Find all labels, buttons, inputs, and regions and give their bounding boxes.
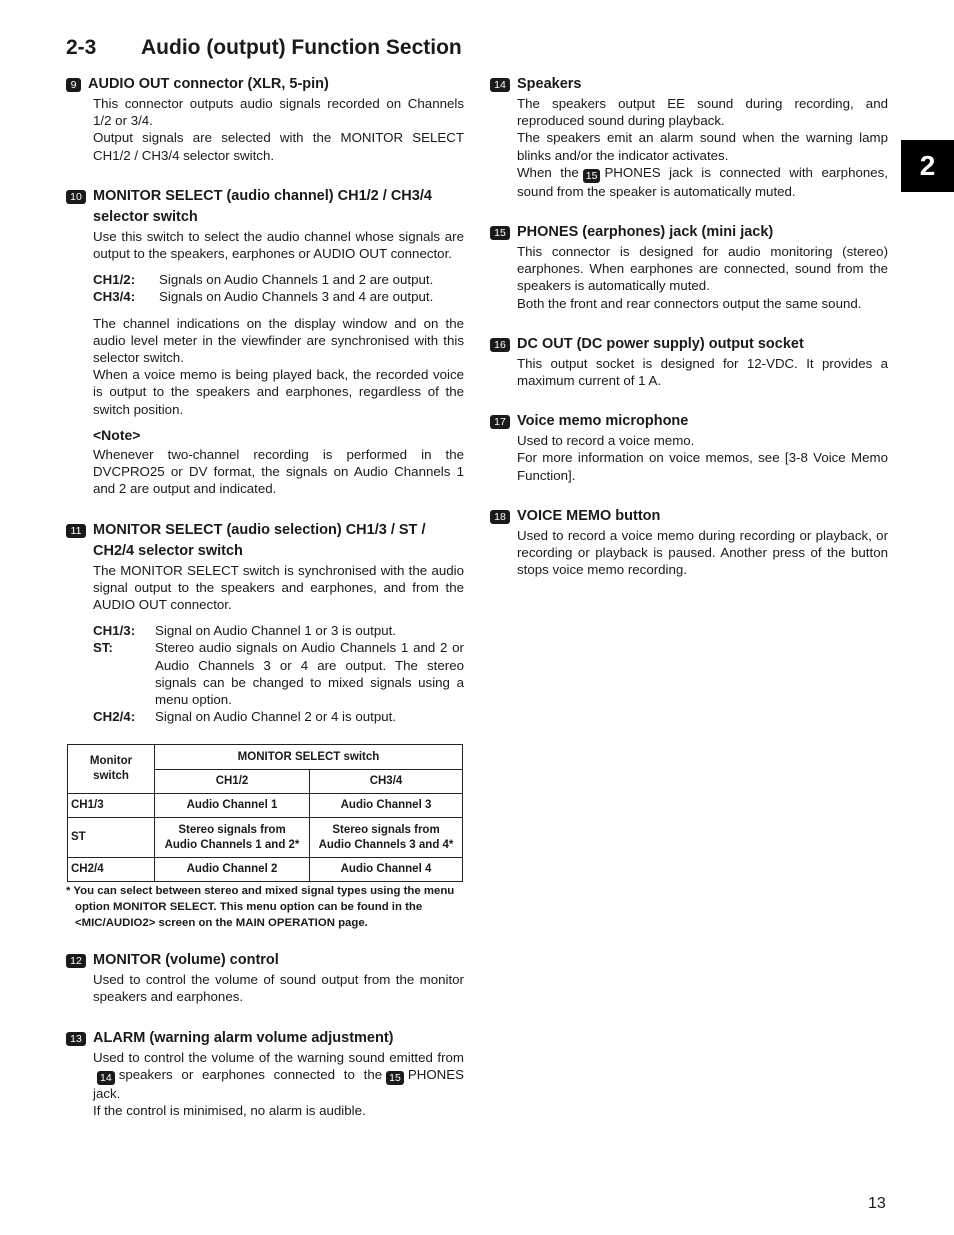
item-10-monitor-select-channel	[66, 186, 464, 498]
definition-row	[93, 708, 464, 725]
paragraph: If the control is minimised, no alarm is audible.	[93, 1103, 366, 1119]
item-heading	[66, 74, 464, 95]
item-title: AUDIO OUT connector (XLR, 5-pin)	[88, 76, 329, 92]
item-body	[517, 243, 888, 312]
item-heading	[490, 222, 888, 243]
table-cell: Stereo signals from Audio Channels 3 and 4*	[310, 818, 463, 858]
item-number-badge: 12	[66, 954, 86, 968]
monitor-select-table	[67, 744, 463, 882]
item-11-monitor-select-audio	[66, 520, 464, 726]
item-reference-badge: 15	[583, 169, 601, 183]
item-reference-badge: 15	[386, 1071, 404, 1085]
item-number-badge: 18	[490, 510, 510, 524]
table-footnote: * You can select between stereo and mixed signal types using the menu option MONITOR SELECT. This menu option can be found in the <MIC/AUDIO2> screen on the MAIN OPERATION page.	[66, 885, 455, 929]
item-14-speakers	[490, 74, 888, 200]
item-heading	[490, 334, 888, 355]
paragraph: When a voice memo is being played back, the recorded voice is output to the speakers and earphones, regardless of the switch position.	[93, 367, 464, 417]
note-text: Whenever two-channel recording is performed in the DVCPRO25 or DV format, the signals on Audio Channels 1 and 2 are output and indicated.	[93, 447, 464, 497]
item-9-audio-out	[66, 74, 464, 164]
item-number-badge: 10	[66, 190, 86, 204]
item-16-dc-out	[490, 334, 888, 389]
item-body	[93, 95, 464, 164]
table-cell: Audio Channel 4	[310, 858, 463, 882]
paragraph: Used to control the volume of the warning sound emitted from14 speakers or earphones connected to the 15 PHONES jack.	[93, 1049, 464, 1101]
paragraph: For more information on voice memos, see [3-8 Voice Memo Function].	[517, 450, 888, 483]
item-heading	[66, 1028, 464, 1049]
chapter-tab: 2	[901, 140, 954, 192]
item-body	[517, 527, 888, 579]
item-title-line-1: MONITOR SELECT (audio channel) CH1/2 / CH3/4	[93, 187, 432, 204]
table-col-header-ch12: CH1/2	[155, 770, 310, 794]
paragraph: The channel indications on the display window and on the audio level meter in the viewfinder are synchronised with this selector switch.	[93, 315, 464, 366]
paragraph: Used to record a voice memo.	[517, 433, 695, 449]
item-heading	[66, 520, 464, 562]
paragraph: Used to record a voice memo during recording or playback, or recording or playback is paused. Another press of the button stops voice memo recording.	[517, 527, 888, 578]
table-row	[68, 794, 463, 818]
table-cell: Audio Channel 1	[155, 794, 310, 818]
definition-desc: Signals on Audio Channels 3 and 4 are output.	[159, 289, 434, 305]
table-group-header: MONITOR SELECT switch	[155, 745, 463, 770]
item-heading	[490, 74, 888, 95]
paragraph: Use this switch to select the audio channel whose signals are output to the speakers, earphones or AUDIO OUT connector.	[93, 228, 464, 262]
paragraph: The speakers output EE sound during recording, and reproduced sound during playback.	[517, 96, 888, 129]
item-title	[93, 520, 464, 562]
item-title	[93, 186, 464, 228]
item-number-badge: 13	[66, 1032, 86, 1046]
paragraph: This output socket is designed for 12-VDC. It provides a maximum current of 1 A.	[517, 355, 888, 389]
table-row-label: ST	[68, 818, 155, 858]
item-number-badge: 11	[66, 524, 86, 538]
paragraph: Both the front and rear connectors output the same sound.	[517, 295, 862, 311]
definition-term: CH2/4:	[93, 709, 136, 725]
table-col-header-ch34: CH3/4	[310, 770, 463, 794]
item-13-alarm	[66, 1028, 464, 1120]
item-title: PHONES (earphones) jack (mini jack)	[517, 224, 774, 241]
item-number-badge: 14	[490, 78, 510, 92]
table-cell: Stereo signals from Audio Channels 1 and 2*	[155, 818, 310, 858]
item-body	[93, 228, 464, 498]
item-body	[517, 355, 888, 389]
item-title: Speakers	[517, 76, 582, 92]
paragraph: The MONITOR SELECT switch is synchronised with the audio signal output to the speakers and earphones, and from the AUDIO OUT connector.	[93, 562, 464, 613]
item-number-badge: 16	[490, 338, 510, 352]
item-title-line-2: selector switch	[93, 208, 198, 225]
definition-desc: Signals on Audio Channels 1 and 2 are output.	[159, 272, 434, 288]
definition-row	[93, 288, 464, 305]
definition-term: ST:	[93, 640, 113, 656]
item-body	[93, 971, 464, 1005]
paragraph: Output signals are selected with the MONITOR SELECT CH1/2 / CH3/4 selector switch.	[93, 130, 464, 163]
item-number-badge: 9	[66, 78, 81, 92]
item-12-monitor-control	[66, 950, 464, 1005]
page-number: 13	[868, 1195, 886, 1212]
right-column	[490, 74, 888, 600]
item-heading	[66, 950, 464, 971]
table-row	[68, 818, 463, 858]
section-title	[66, 36, 462, 60]
table-cell: Audio Channel 2	[155, 858, 310, 882]
paragraph: Used to control the volume of sound output from the monitor speakers and earphones.	[93, 972, 464, 1005]
definition-term: CH3/4:	[93, 289, 136, 305]
definition-term: CH1/3:	[93, 623, 136, 639]
item-15-phones	[490, 222, 888, 312]
table-cell: Audio Channel 3	[310, 794, 463, 818]
paragraph: When the 15 PHONES jack is connected with earphones, sound from the speaker is automatically muted.	[517, 164, 888, 199]
item-body	[93, 562, 464, 726]
item-18-voice-memo-button	[490, 506, 888, 579]
item-title: DC OUT (DC power supply) output socket	[517, 335, 804, 352]
table-row	[68, 858, 463, 882]
item-title: VOICE MEMO button	[517, 507, 661, 524]
table-corner-header: Monitor switch	[68, 745, 155, 794]
paragraph: This connector is designed for audio monitoring (stereo) earphones. When earphones are connected, sound from the speakers is automatically muted.	[517, 244, 888, 294]
item-body	[517, 432, 888, 484]
item-title: Voice memo microphone	[517, 413, 689, 430]
left-column	[66, 74, 464, 1141]
item-number-badge: 15	[490, 226, 510, 240]
definition-desc: Signal on Audio Channel 1 or 3 is output.	[155, 623, 396, 639]
definition-row	[93, 622, 464, 639]
item-reference-badge: 14	[97, 1071, 115, 1085]
section-number: 2-3	[66, 36, 97, 59]
paragraph: The speakers emit an alarm sound when the warning lamp blinks and/or the indicator activates.	[517, 130, 888, 163]
item-title: MONITOR (volume) control	[93, 952, 279, 969]
table-row-label: CH1/3	[68, 794, 155, 818]
item-heading	[490, 506, 888, 527]
item-title-line-2: CH2/4 selector switch	[93, 542, 243, 559]
item-17-voice-memo-mic	[490, 411, 888, 484]
table-row-label: CH2/4	[68, 858, 155, 882]
item-title-line-1: MONITOR SELECT (audio selection) CH1/3 / ST /	[93, 521, 426, 538]
section-title-text: Audio (output) Function Section	[141, 36, 462, 59]
item-number-badge: 17	[490, 415, 510, 429]
item-heading	[490, 411, 888, 432]
item-body	[93, 1049, 464, 1120]
note-label: <Note>	[93, 426, 141, 443]
item-heading	[66, 186, 464, 228]
paragraph: This connector outputs audio signals recorded on Channels 1/2 or 3/4.	[93, 96, 464, 129]
definition-desc: Stereo audio signals on Audio Channels 1 and 2 or Audio Channels 3 or 4 are output. The stereo signals can be changed to mixed signals using a menu option.	[155, 640, 464, 708]
definition-row	[93, 271, 464, 288]
item-body	[517, 95, 888, 200]
definition-desc: Signal on Audio Channel 2 or 4 is output.	[155, 709, 396, 725]
definition-row	[93, 639, 464, 708]
item-title: ALARM (warning alarm volume adjustment)	[93, 1029, 394, 1046]
definition-term: CH1/2:	[93, 272, 136, 288]
